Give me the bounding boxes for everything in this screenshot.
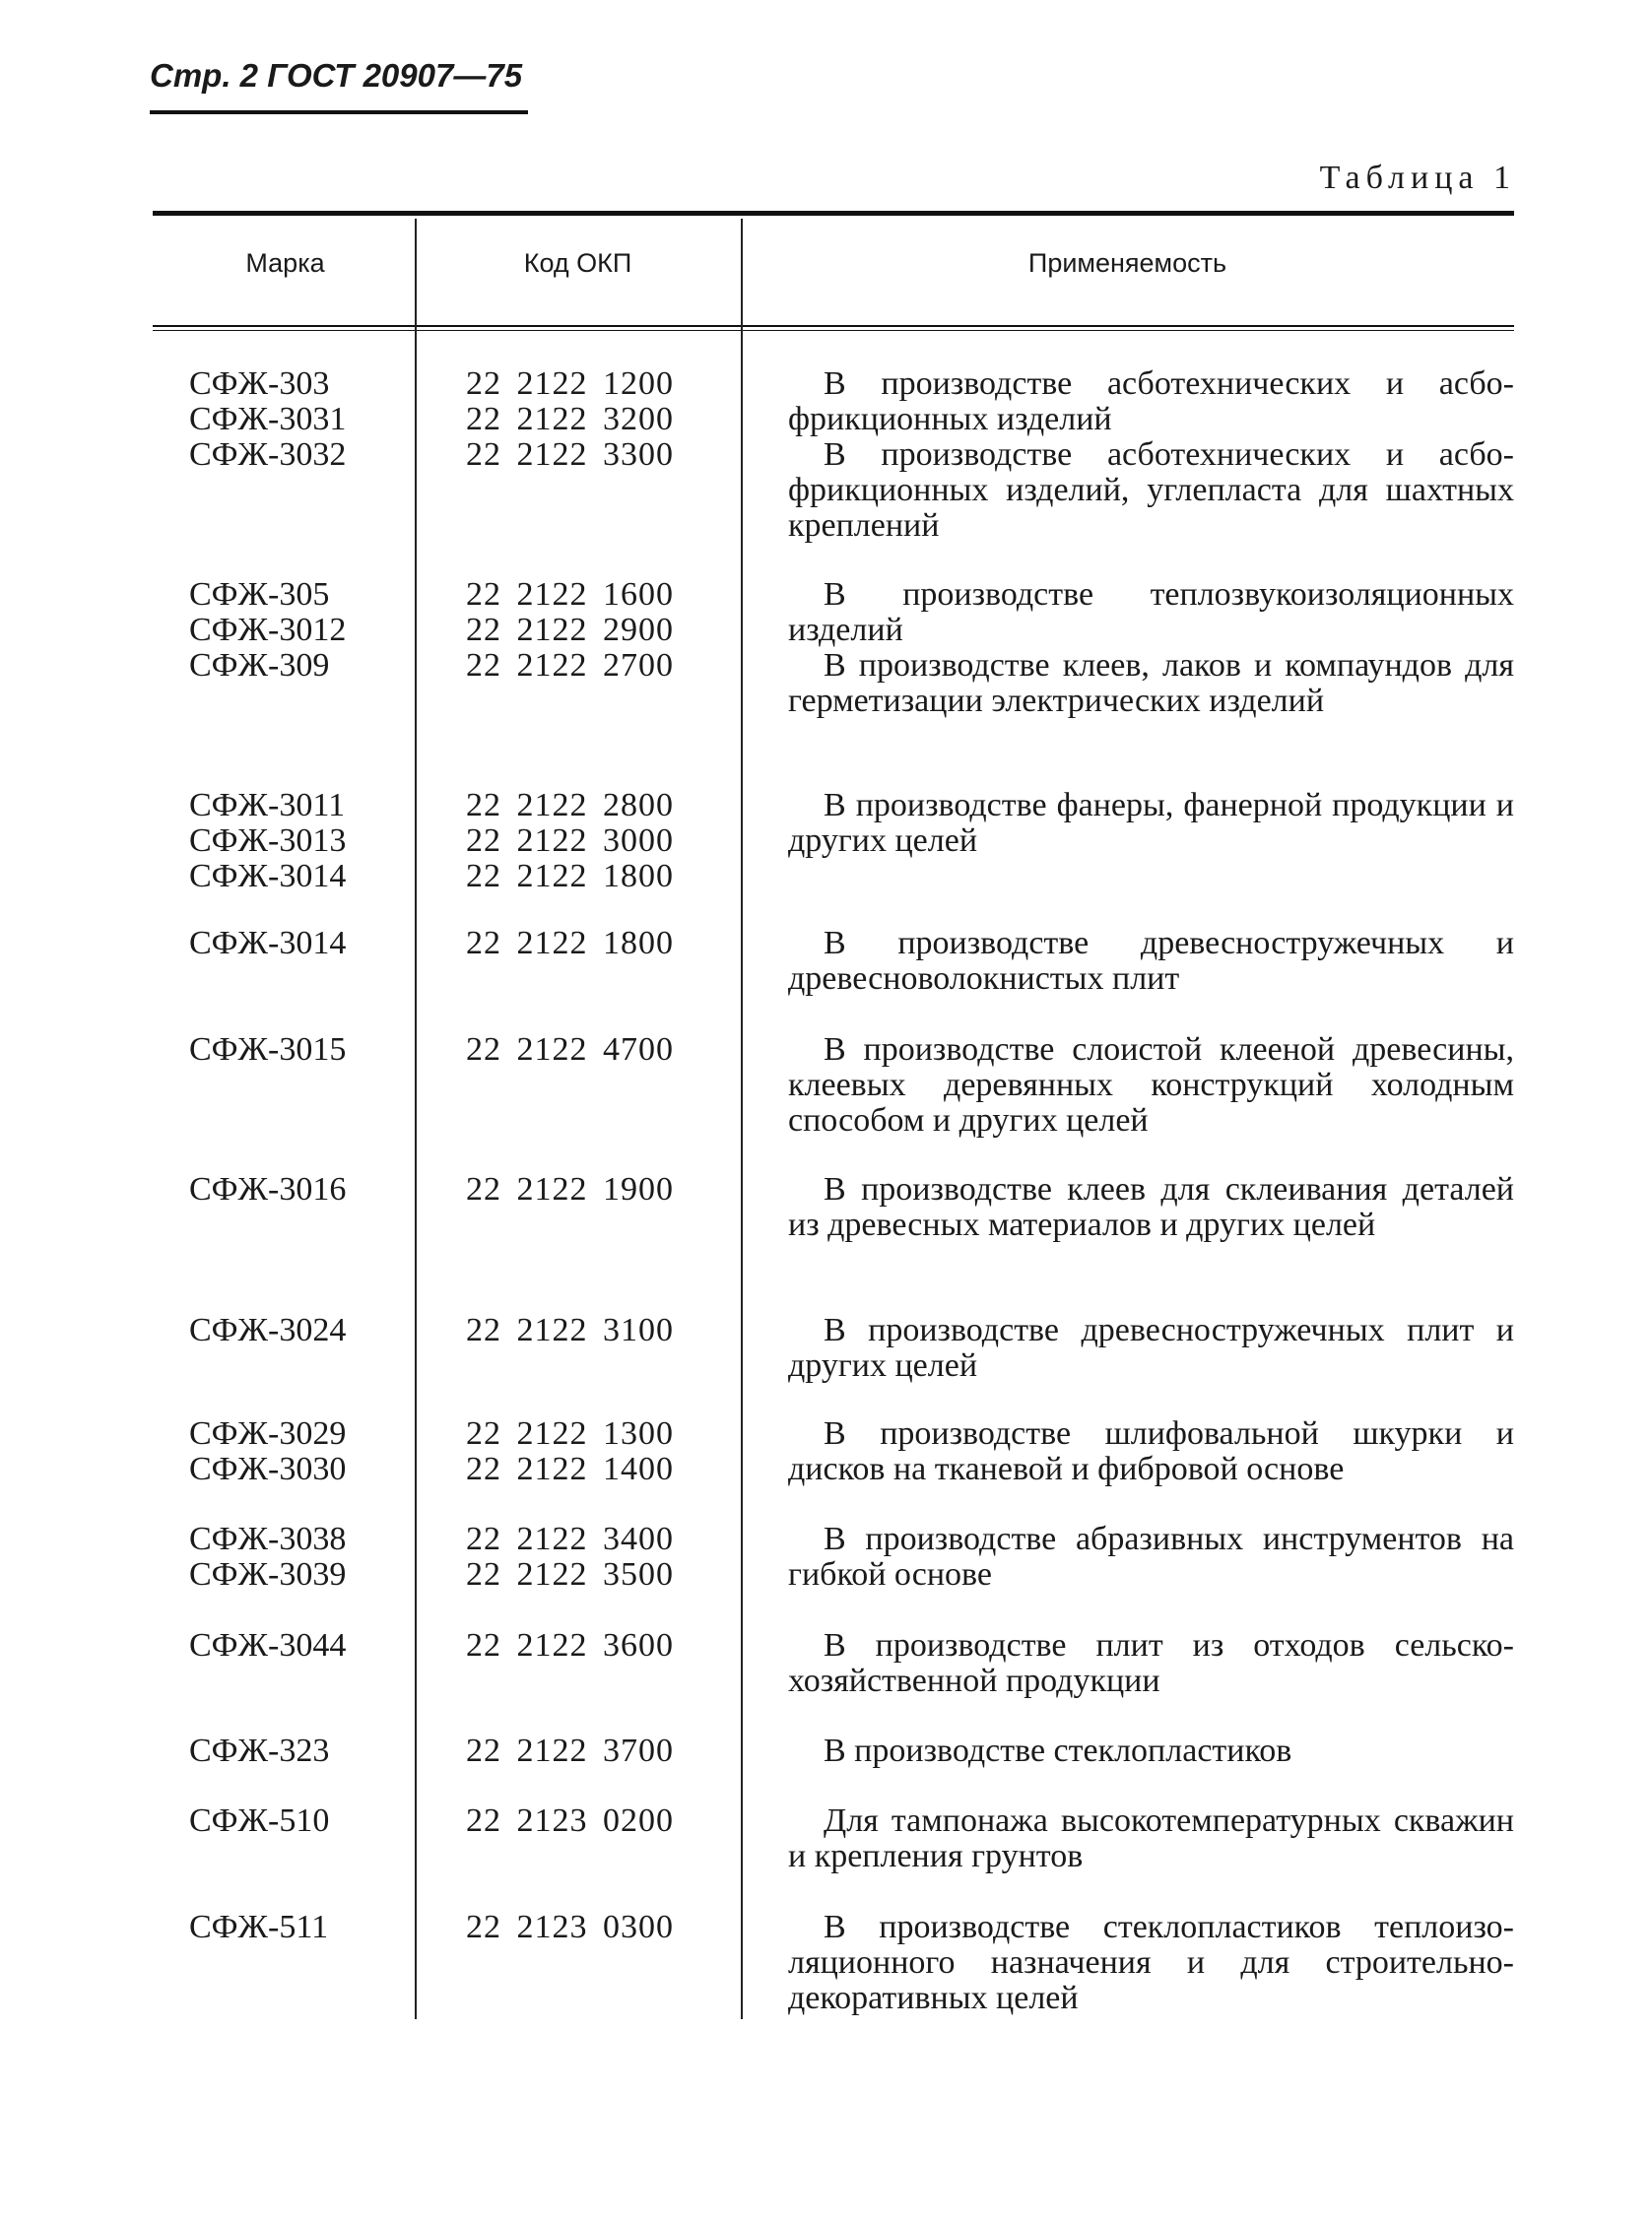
- usage-text: В производстве слоистой клееной древесины, клеевых деревянных конструкций холодным способом и других целей: [788, 1031, 1514, 1139]
- mark-value: СФЖ-3016: [189, 1171, 347, 1208]
- mark-cell: [189, 1910, 328, 1945]
- usage-text: В производстве плит из отходов сельскохозяйственной продукции: [788, 1627, 1514, 1699]
- usage-cell: [788, 1172, 1514, 1243]
- code-value: 22 2122 3200: [466, 401, 674, 437]
- mark-cell: [189, 1172, 346, 1208]
- mark-value: СФЖ-3024: [189, 1312, 347, 1348]
- mark-value: СФЖ-3014: [189, 925, 347, 961]
- mark-value: СФЖ-3044: [189, 1627, 347, 1664]
- code-value: 22 2122 1600: [466, 576, 674, 613]
- code-cell: [466, 926, 674, 961]
- mark-cell: [189, 1032, 346, 1068]
- usage-text: В производстве шлифовальной шкурки и дисков на тканевой и фибровой основе: [788, 1415, 1514, 1487]
- usage-cell: [788, 1416, 1514, 1487]
- mark-cell: [189, 1803, 329, 1839]
- code-cell: [466, 1910, 674, 1945]
- code-cell: [466, 1172, 674, 1208]
- mark-value: СФЖ-3012: [189, 612, 347, 648]
- mark-value: СФЖ-510: [189, 1802, 330, 1839]
- code-cell: [466, 1416, 674, 1487]
- code-value: 22 2122 2700: [466, 647, 674, 684]
- column-divider: [415, 219, 417, 2019]
- mark-value: СФЖ-323: [189, 1733, 330, 1769]
- code-value: 22 2122 3700: [466, 1733, 674, 1769]
- usage-text: В производстве фанеры, фанерной продукции и других целей: [788, 787, 1514, 859]
- mark-value: СФЖ-305: [189, 576, 330, 613]
- code-value: 22 2122 3100: [466, 1312, 674, 1348]
- code-cell: [466, 1803, 674, 1839]
- usage-cell: [788, 1313, 1514, 1384]
- code-value: 22 2123 0200: [466, 1802, 674, 1839]
- usage-text: Для тампонажа высокотемпературных скважин и крепления грунтов: [788, 1802, 1514, 1874]
- code-value: 22 2122 1900: [466, 1171, 674, 1208]
- usage-text: В производстве древесностружечных и древесноволокнистых плит: [788, 925, 1514, 997]
- code-cell: [466, 788, 674, 894]
- code-cell: [466, 1734, 674, 1769]
- usage-cell: [788, 1734, 1514, 1769]
- mark-value: СФЖ-309: [189, 647, 330, 684]
- code-value: 22 2122 1200: [466, 365, 674, 402]
- column-header-usage: Применяемость: [1027, 248, 1227, 278]
- usage-text: В производстве абразивных инструментов на гибкой основе: [788, 1521, 1514, 1593]
- mark-cell: [189, 1313, 346, 1348]
- code-value: 22 2122 2900: [466, 612, 674, 648]
- usage-cell: [788, 1803, 1514, 1874]
- usage-cell: [788, 1032, 1514, 1139]
- usage-text: В производстве асботехнических и асбофрикционных изделий: [788, 365, 1514, 437]
- page-header: Стр. 2 ГОСТ 20907—75: [150, 51, 528, 114]
- usage-text: В производстве стеклопластиков теплоизоляционного назначения и для строительно-декоративных целей: [788, 1909, 1514, 2016]
- code-value: 22 2122 2800: [466, 787, 674, 823]
- usage-cell: [788, 366, 1514, 544]
- mark-value: СФЖ-3011: [189, 787, 346, 823]
- column-header-mark: Марка: [245, 248, 325, 278]
- column-divider: [741, 219, 743, 2019]
- mark-cell: [189, 1416, 346, 1487]
- mark-cell: [189, 788, 346, 894]
- column-header-code: Код ОКП: [523, 248, 632, 278]
- mark-value: СФЖ-3014: [189, 858, 347, 894]
- mark-cell: [189, 366, 346, 473]
- usage-cell: [788, 1522, 1514, 1593]
- usage-cell: [788, 1628, 1514, 1699]
- usage-text: В производстве асботехнических и асбофрикционных изделий, углепласта для шахтных креплений: [788, 436, 1514, 544]
- mark-value: СФЖ-3029: [189, 1415, 347, 1452]
- usage-cell: [788, 788, 1514, 859]
- code-cell: [466, 1313, 674, 1348]
- code-value: 22 2122 1800: [466, 925, 674, 961]
- code-value: 22 2122 1400: [466, 1451, 674, 1487]
- code-value: 22 2122 3400: [466, 1521, 674, 1557]
- code-value: 22 2122 1300: [466, 1415, 674, 1452]
- code-cell: [466, 1522, 674, 1593]
- code-cell: [466, 577, 674, 684]
- usage-text: В производстве древесностружечных плит и других целей: [788, 1312, 1514, 1384]
- usage-cell: [788, 926, 1514, 997]
- table-top-rule: [153, 211, 1514, 216]
- usage-text: В производстве стеклопластиков: [824, 1733, 1292, 1769]
- mark-value: СФЖ-3038: [189, 1521, 347, 1557]
- mark-cell: [189, 926, 346, 961]
- usage-cell: [788, 577, 1514, 719]
- mark-value: СФЖ-3032: [189, 436, 347, 473]
- mark-value: СФЖ-3013: [189, 822, 347, 859]
- mark-value: СФЖ-3030: [189, 1451, 347, 1487]
- code-value: 22 2122 3000: [466, 822, 674, 859]
- code-value: 22 2123 0300: [466, 1909, 674, 1945]
- mark-value: СФЖ-3031: [189, 401, 347, 437]
- mark-cell: [189, 1734, 329, 1769]
- mark-value: СФЖ-511: [189, 1909, 329, 1945]
- usage-text: В производстве теплозвукоизоляционных изделий: [788, 576, 1514, 648]
- code-cell: [466, 1628, 674, 1664]
- code-value: 22 2122 3600: [466, 1627, 674, 1664]
- code-cell: [466, 366, 674, 473]
- mark-value: СФЖ-3039: [189, 1556, 347, 1593]
- mark-value: СФЖ-3015: [189, 1031, 347, 1068]
- code-value: 22 2122 4700: [466, 1031, 674, 1068]
- mark-cell: [189, 1522, 346, 1593]
- usage-text: В производстве клеев для склеивания деталей из древесных материалов и других целей: [788, 1171, 1514, 1243]
- usage-text: В производстве клеев, лаков и компаундов для герметизации электрических изделий: [788, 647, 1514, 719]
- code-value: 22 2122 1800: [466, 858, 674, 894]
- table-header-rule: [153, 325, 1514, 331]
- code-value: 22 2122 3300: [466, 436, 674, 473]
- mark-cell: [189, 577, 346, 684]
- code-cell: [466, 1032, 674, 1068]
- usage-cell: [788, 1910, 1514, 2016]
- code-value: 22 2122 3500: [466, 1556, 674, 1593]
- mark-cell: [189, 1628, 346, 1664]
- mark-value: СФЖ-303: [189, 365, 330, 402]
- table-caption: Таблица 1: [1319, 160, 1516, 196]
